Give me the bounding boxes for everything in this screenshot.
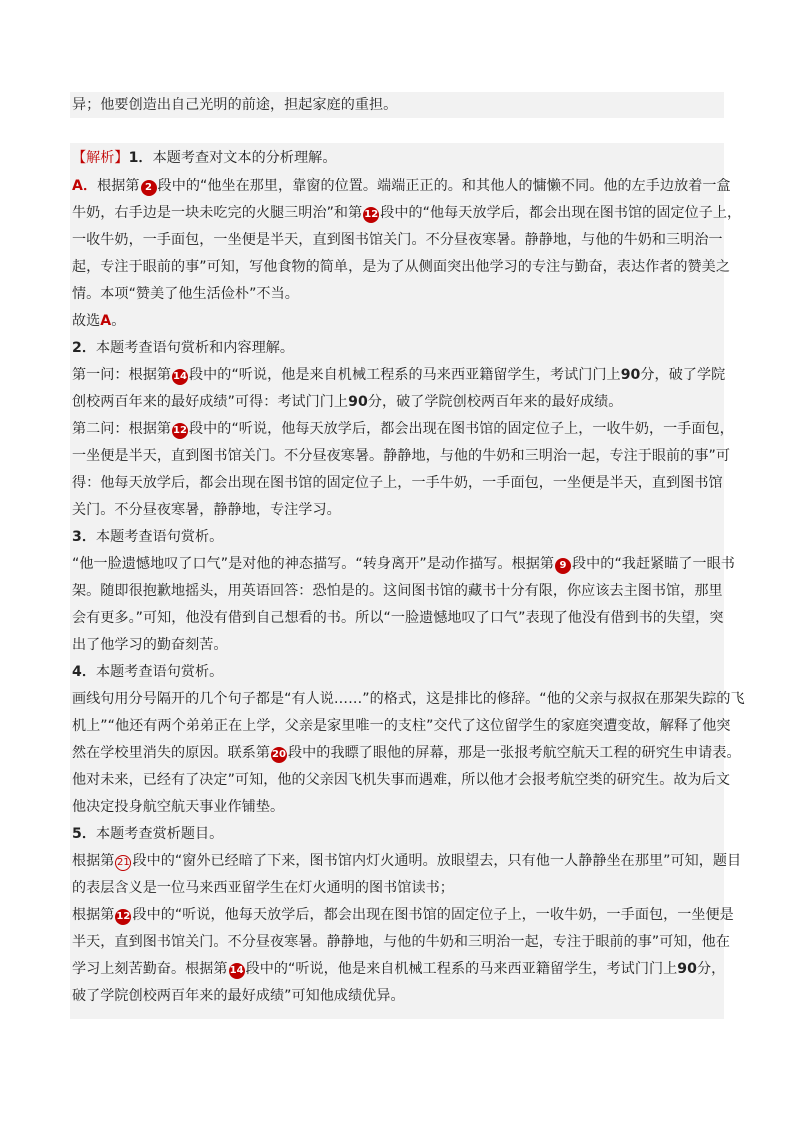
q2-line-3 xyxy=(72,419,734,439)
q5-line-3 xyxy=(72,905,734,925)
q5-heading xyxy=(72,824,223,844)
q2-number-90: 90 xyxy=(620,367,641,383)
q2-line-4: 一坐便是半天，直到图书馆关门。不分昼夜寒暑。静静地，与他的牛奶和三明治一起，专注于眼前的事”可 xyxy=(72,448,730,464)
paragraph-circle-number: 14 xyxy=(172,369,188,385)
q2-text: 分，破了学院 xyxy=(640,367,726,383)
q4-text: 然在学校里消失的原因。联系第 xyxy=(72,745,271,761)
q5-text: 段中的“听说，他是来自机械工程系的马来西亚籍留学生，考试门门上 xyxy=(245,961,678,977)
paragraph-circle-number: 20 xyxy=(271,747,287,763)
paragraph-circle-number: 12 xyxy=(363,207,379,223)
q1-answer-text: 。 xyxy=(111,313,126,329)
q2-line-5: 得：他每天放学后，都会出现在图书馆的固定位子上，一手牛奶，一手面包，一坐便是半天，直到图书馆 xyxy=(72,475,723,491)
q5-number-90: 90 xyxy=(677,961,697,977)
q3-heading xyxy=(72,527,223,547)
q1-line-2 xyxy=(72,203,741,223)
q2-intro: 本题考查语句赏析和内容理解。 xyxy=(96,340,295,356)
q1-answer xyxy=(72,311,125,331)
q1-line-3: 一收牛奶，一手面包，一坐便是半天，直到图书馆关门。不分昼夜寒暑。静静地，与他的牛奶和三明治一 xyxy=(72,232,723,248)
q4-heading xyxy=(72,662,223,682)
q5-text: 分， xyxy=(696,961,726,977)
q3-number: 3． xyxy=(72,529,97,545)
q5-line-5 xyxy=(72,959,725,979)
q3-line-2: 架。随即很抱歉地摇头，用英语回答：恐怕是的。这间图书馆的藏书十分有限，你应该去主图书馆，那里 xyxy=(72,583,723,599)
q2-text: 第一问：根据第 xyxy=(72,367,172,383)
analysis-tag: 【解析】 xyxy=(72,150,129,166)
q2-line-6: 关门。不分昼夜寒暑，静静地，专注学习。 xyxy=(72,502,341,518)
q1-line-4: 起，专注于眼前的事”可知，写他食物的简单，是为了从侧面突出他学习的专注与勤奋，表达作者的赞美之 xyxy=(72,259,730,275)
q1-intro: 本题考查对文本的分析理解。 xyxy=(152,150,337,166)
q3-line-1 xyxy=(72,554,735,574)
q2-number: 2． xyxy=(72,340,97,356)
q4-line-3 xyxy=(72,743,741,763)
q2-text: 第二问：根据第 xyxy=(72,421,172,437)
q5-intro: 本题考查赏析题目。 xyxy=(96,826,224,842)
q1-text: 段中的“他坐在那里，靠窗的位置。端端正正的。和其他人的慵懒不同。他的左手边放着一盒 xyxy=(157,178,731,194)
q1-text: 段中的“他每天放学后，都会出现在图书馆的固定位子上， xyxy=(380,205,742,221)
q1-answer-text: 故选 xyxy=(72,313,101,329)
q1-line-5: 情。本项“赞美了他生活俭朴”不当。 xyxy=(72,286,299,302)
q1-line-1 xyxy=(72,176,731,196)
q4-number: 4． xyxy=(72,664,97,680)
q5-text: 段中的“窗外已经暗了下来，图书馆内灯火通明。放眼望去，只有他一人静静坐在那里”可知，题目 xyxy=(132,853,742,869)
continuation-line: 异；他要创造出自己光明的前途，担起家庭的重担。 xyxy=(72,97,398,113)
q1-number: 1． xyxy=(128,150,153,166)
q2-text: 段中的“听说，他每天放学后，都会出现在图书馆的固定位子上，一收牛奶，一手面包， xyxy=(189,421,734,437)
paragraph-circle-number: 2 xyxy=(141,180,157,196)
q3-text: 段中的“我赶紧瞄了一眼书 xyxy=(572,556,735,572)
paragraph-circle-number: 9 xyxy=(555,558,571,574)
q1-text: 牛奶，右手边是一块未吃完的火腿三明治”和第 xyxy=(72,205,363,221)
q5-text: 学习上刻苦勤奋。根据第 xyxy=(72,961,228,977)
q1-answer-letter: A xyxy=(100,313,112,329)
q1-text: 根据第 xyxy=(97,178,140,194)
q1-option-a: A． xyxy=(72,178,98,194)
q5-text: 段中的“听说，他每天放学后，都会出现在图书馆的固定位子上，一收牛奶，一手面包，一坐便是 xyxy=(132,907,734,923)
q5-line-6: 破了学院创校两百年来的最好成绩”可知他成绩优异。 xyxy=(72,988,405,1004)
q3-line-3: 会有更多。”可知，他没有借到自己想看的书。所以“一脸遗憾地叹了口气”表现了他没有借到书的失望，突 xyxy=(72,610,724,626)
q3-line-4: 出了他学习的勤奋刻苦。 xyxy=(72,637,228,653)
paragraph-circle-number: 12 xyxy=(115,909,131,925)
q2-number-90: 90 xyxy=(348,394,368,410)
paragraph-circle-number: 21 xyxy=(115,855,131,871)
q5-line-4: 半天，直到图书馆关门。不分昼夜寒暑。静静地，与他的牛奶和三明治一起，专注于眼前的事”可知，他在 xyxy=(72,934,730,950)
q2-heading xyxy=(72,338,294,358)
paragraph-circle-number: 12 xyxy=(172,423,188,439)
q5-text: 根据第 xyxy=(72,907,115,923)
q2-text: 创校两百年来的最好成绩”可得：考试门门上 xyxy=(72,394,349,410)
q5-number: 5． xyxy=(72,826,97,842)
q3-intro: 本题考查语句赏析。 xyxy=(96,529,224,545)
q4-line-5: 他决定投身航空航天事业作铺垫。 xyxy=(72,799,285,815)
q3-text: “他一脸遗憾地叹了口气”是对他的神态描写。“转身离开”是动作描写。根据第 xyxy=(72,556,555,572)
q5-line-1 xyxy=(72,851,741,871)
q5-line-2: 的表层含义是一位马来西亚留学生在灯火通明的图书馆读书； xyxy=(72,880,454,896)
paragraph-circle-number: 14 xyxy=(229,963,245,979)
q4-intro: 本题考查语句赏析。 xyxy=(96,664,224,680)
q2-text: 分，破了学院创校两百年来的最好成绩。 xyxy=(367,394,623,410)
q2-line-1 xyxy=(72,365,725,385)
q2-line-2 xyxy=(72,392,622,412)
q4-line-4: 他对未来，已经有了决定”可知，他的父亲因飞机失事而遇难，所以他才会报考航空类的研究生。故为后文 xyxy=(72,772,730,788)
q4-text: 段中的我瞟了眼他的屏幕，那是一张报考航空航天工程的研究生申请表。 xyxy=(288,745,741,761)
q5-text: 根据第 xyxy=(72,853,115,869)
q2-text: 段中的“听说，他是来自机械工程系的马来西亚籍留学生，考试门门上 xyxy=(189,367,621,383)
q4-line-2: 机上”“他还有两个弟弟正在上学，父亲是家里唯一的支柱”交代了这位留学生的家庭突遭变故，解释了他突 xyxy=(72,718,731,734)
q1-heading xyxy=(72,148,336,168)
q4-line-1: 画线句用分号隔开的几个句子都是“有人说……”的格式，这是排比的修辞。“他的父亲与叔叔在那架失踪的飞 xyxy=(72,691,745,707)
